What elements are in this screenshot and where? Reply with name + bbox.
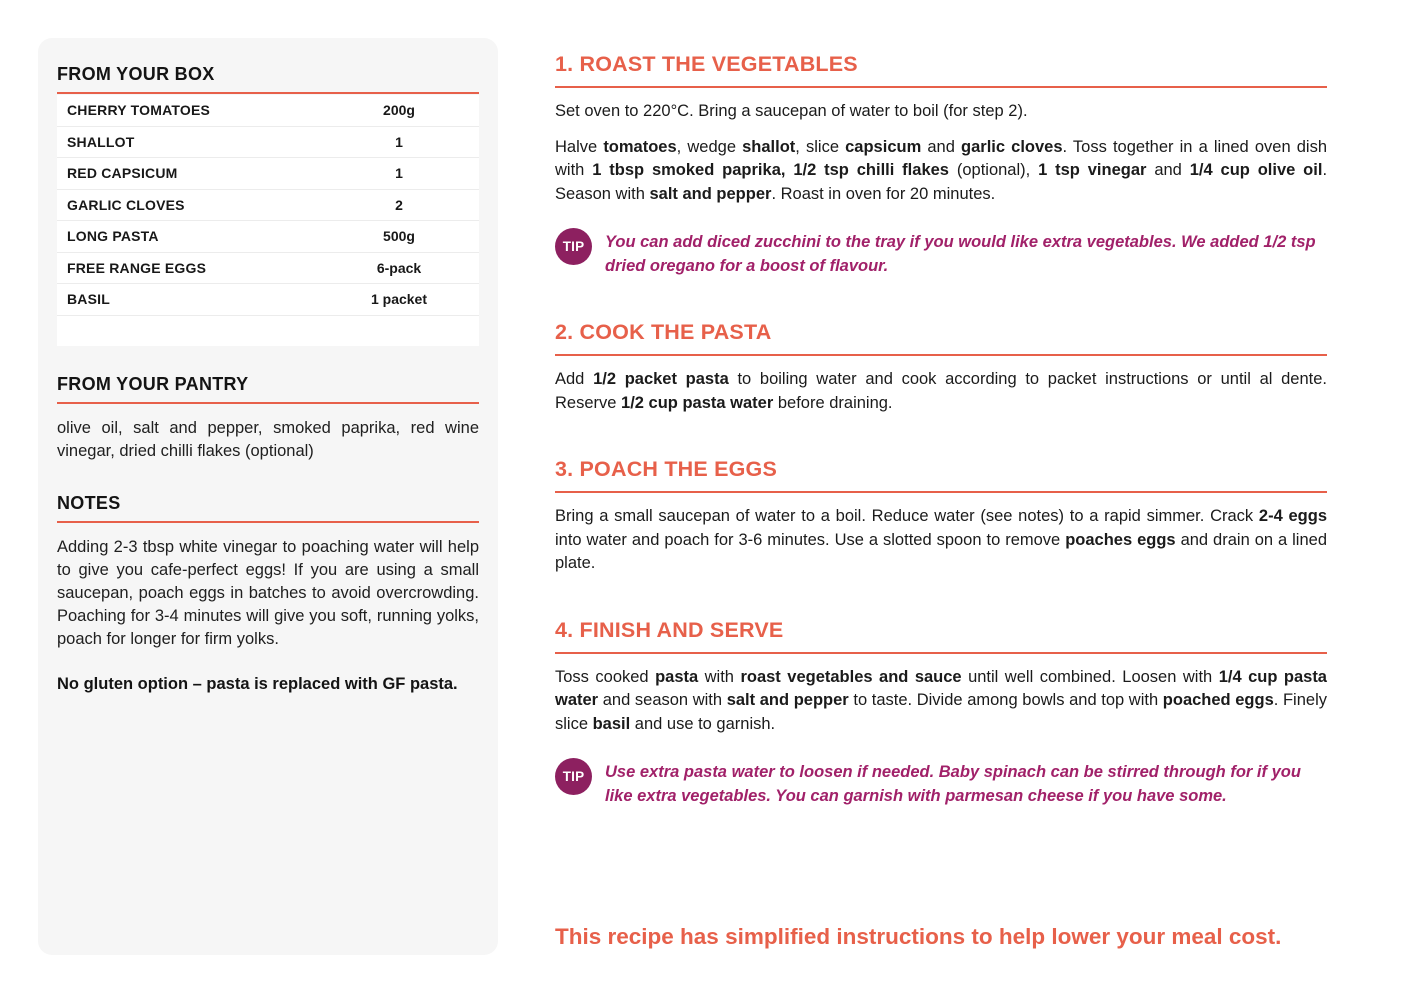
- step-paragraphs: [555, 666, 1327, 809]
- step-title: 4. FINISH AND SERVE: [555, 617, 784, 642]
- tip-badge-icon: TIP: [555, 758, 592, 795]
- gluten-free-note: No gluten option – pasta is replaced with GF pasta.: [57, 674, 458, 693]
- step-paragraphs: [555, 505, 1327, 576]
- step-title: 1. ROAST THE VEGETABLES: [555, 52, 858, 76]
- notes-title-divider: [57, 521, 479, 523]
- tip-callout: [555, 228, 1327, 278]
- step-section: [555, 320, 1327, 415]
- ingredient-quantity: 1 packet: [370, 291, 428, 308]
- ingredient-name: FREE RANGE EGGS: [67, 259, 207, 276]
- tip-text: You can add diced zucchini to the tray if you would like extra vegetables. We added 1/2 tsp dried oregano for a boost of flavour.: [605, 233, 1316, 275]
- ingredient-row: [57, 221, 479, 253]
- box-ingredients-table: [57, 95, 479, 346]
- step-paragraph: Toss cooked pasta with roast vegetables and sauce until well combined. Loosen with 1/4 cup pasta water and season with salt and pepper to taste. Divide among bowls and top with poached eggs. Finely slice basil and use to garnish.: [555, 667, 1327, 733]
- ingredient-row: [57, 253, 479, 285]
- ingredients-sidebar: [38, 38, 498, 955]
- step-title: 3. POACH THE EGGS: [555, 457, 778, 481]
- ingredient-name: CHERRY TOMATOES: [67, 102, 211, 119]
- step-section: [555, 457, 1327, 576]
- step-paragraph: Set oven to 220°C. Bring a saucepan of water to boil (for step 2).: [555, 102, 1028, 120]
- box-title: FROM YOUR BOX: [57, 64, 215, 84]
- ingredient-row: [57, 127, 479, 159]
- footer-note: This recipe has simplified instructions to help lower your meal cost.: [555, 924, 1282, 949]
- ingredient-row: [57, 95, 479, 127]
- ingredient-quantity: 1: [395, 133, 403, 150]
- pantry-section: [57, 374, 479, 463]
- pantry-text: olive oil, salt and pepper, smoked paprika, red wine vinegar, dried chilli flakes (optional): [57, 418, 479, 460]
- ingredient-row: [57, 158, 479, 190]
- notes-text: Adding 2-3 tbsp white vinegar to poaching water will help to give you cafe-perfect eggs! If you are using a small saucepan, poach eggs in batches to avoid overcrowding. Poaching for 3-4 minutes will give you soft, running yolks, poach for longer for firm yolks.: [57, 537, 479, 648]
- ingredient-quantity: 2: [395, 196, 403, 213]
- step-paragraphs: [555, 100, 1327, 278]
- ingredient-row: [57, 284, 479, 316]
- box-title-divider: [57, 92, 479, 94]
- ingredient-row: [57, 190, 479, 222]
- tip-callout: [555, 758, 1327, 808]
- step-paragraphs: [555, 368, 1327, 415]
- step-title-divider: [555, 652, 1327, 654]
- ingredient-name: SHALLOT: [67, 133, 135, 150]
- ingredient-quantity: 500g: [383, 228, 415, 245]
- notes-title: NOTES: [57, 492, 121, 513]
- pantry-title-divider: [57, 402, 479, 404]
- box-section: [57, 64, 479, 346]
- notes-section: [57, 493, 479, 694]
- ingredient-name: LONG PASTA: [67, 228, 159, 245]
- step-title: 2. COOK THE PASTA: [555, 320, 772, 344]
- step-paragraph: Add 1/2 packet pasta to boiling water and cook according to packet instructions or until al dente. Reserve 1/2 cup pasta water before draining.: [555, 370, 1327, 412]
- tip-badge-icon: TIP: [555, 228, 592, 265]
- step-title-divider: [555, 354, 1327, 356]
- step-paragraph: Halve tomatoes, wedge shallot, slice capsicum and garlic cloves. Toss together in a lined oven dish with 1 tbsp smoked paprika, 1/2 tsp chilli flakes (optional), 1 tsp vinegar and 1/4 cup olive oil. Season with salt and pepper. Roast in oven for 20 minutes.: [555, 137, 1328, 203]
- ingredient-name: GARLIC CLOVES: [67, 196, 185, 213]
- instructions-column: [555, 52, 1327, 850]
- ingredient-name: RED CAPSICUM: [67, 165, 178, 182]
- step-title-divider: [555, 491, 1327, 493]
- step-section: [555, 618, 1327, 809]
- ingredient-quantity: 6-pack: [376, 259, 422, 276]
- step-title-divider: [555, 86, 1327, 88]
- tip-text: Use extra pasta water to loosen if needed. Baby spinach can be stirred through for if you like extra vegetables. You can garnish with parmesan cheese if you have some.: [605, 763, 1301, 805]
- step-section: [555, 52, 1327, 278]
- step-paragraph: Bring a small saucepan of water to a boil. Reduce water (see notes) to a rapid simmer. Crack 2-4 eggs into water and poach for 3-6 minutes. Use a slotted spoon to remove poaches eggs and drain on a lined plate.: [555, 507, 1327, 572]
- ingredient-quantity: 1: [395, 165, 403, 182]
- ingredient-quantity: 200g: [383, 102, 415, 119]
- pantry-title: FROM YOUR PANTRY: [57, 373, 249, 394]
- ingredient-name: BASIL: [67, 291, 110, 308]
